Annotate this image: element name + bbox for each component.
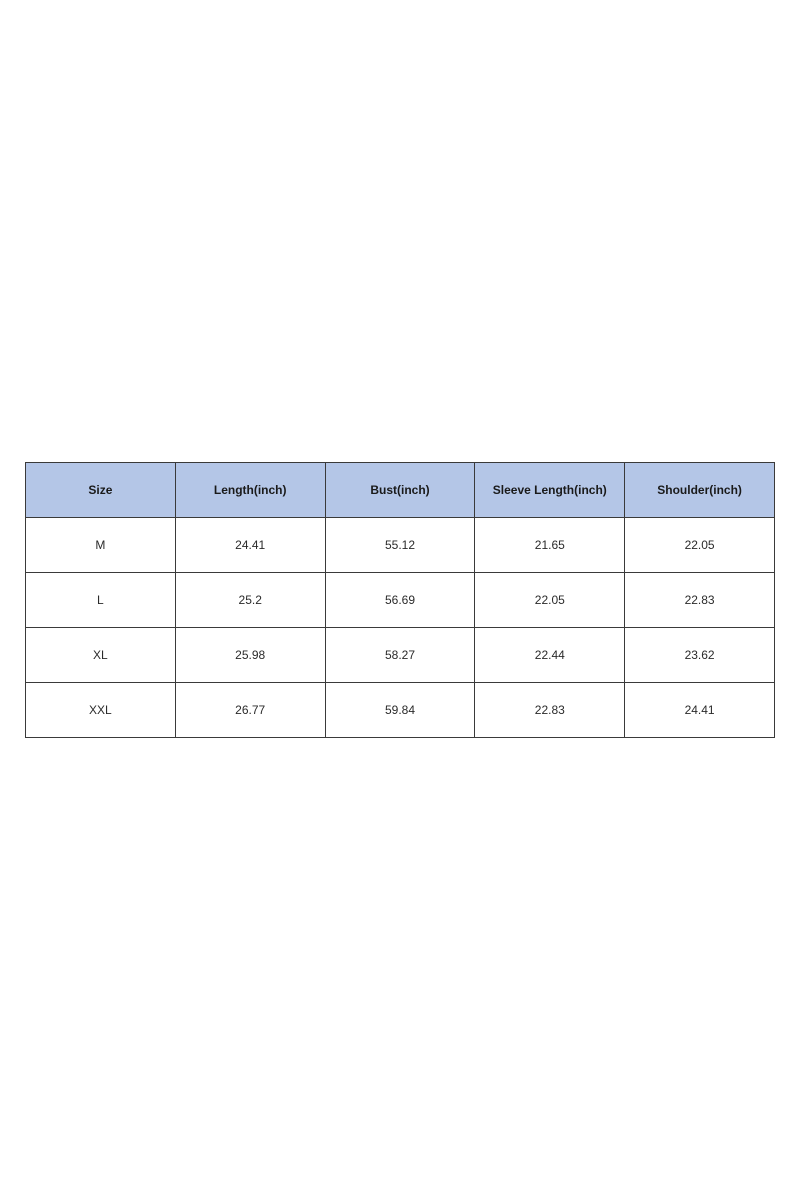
table-row bbox=[26, 573, 775, 628]
cell-size: L bbox=[26, 573, 176, 628]
table-row bbox=[26, 628, 775, 683]
cell-shoulder: 22.83 bbox=[625, 573, 775, 628]
cell-length: 25.2 bbox=[175, 573, 325, 628]
cell-size: XL bbox=[26, 628, 176, 683]
cell-size: M bbox=[26, 518, 176, 573]
cell-sleeve-length: 22.44 bbox=[475, 628, 625, 683]
cell-length: 24.41 bbox=[175, 518, 325, 573]
cell-size: XXL bbox=[26, 683, 176, 738]
size-chart-table bbox=[25, 462, 775, 738]
cell-length: 25.98 bbox=[175, 628, 325, 683]
cell-bust: 59.84 bbox=[325, 683, 475, 738]
header-size: Size bbox=[26, 463, 176, 518]
cell-length: 26.77 bbox=[175, 683, 325, 738]
table-header-row bbox=[26, 463, 775, 518]
header-sleeve-length: Sleeve Length(inch) bbox=[475, 463, 625, 518]
table-row bbox=[26, 518, 775, 573]
cell-sleeve-length: 21.65 bbox=[475, 518, 625, 573]
cell-shoulder: 22.05 bbox=[625, 518, 775, 573]
header-shoulder: Shoulder(inch) bbox=[625, 463, 775, 518]
cell-bust: 58.27 bbox=[325, 628, 475, 683]
header-bust: Bust(inch) bbox=[325, 463, 475, 518]
cell-sleeve-length: 22.05 bbox=[475, 573, 625, 628]
cell-sleeve-length: 22.83 bbox=[475, 683, 625, 738]
cell-bust: 55.12 bbox=[325, 518, 475, 573]
cell-shoulder: 24.41 bbox=[625, 683, 775, 738]
header-length: Length(inch) bbox=[175, 463, 325, 518]
cell-shoulder: 23.62 bbox=[625, 628, 775, 683]
cell-bust: 56.69 bbox=[325, 573, 475, 628]
table-row bbox=[26, 683, 775, 738]
